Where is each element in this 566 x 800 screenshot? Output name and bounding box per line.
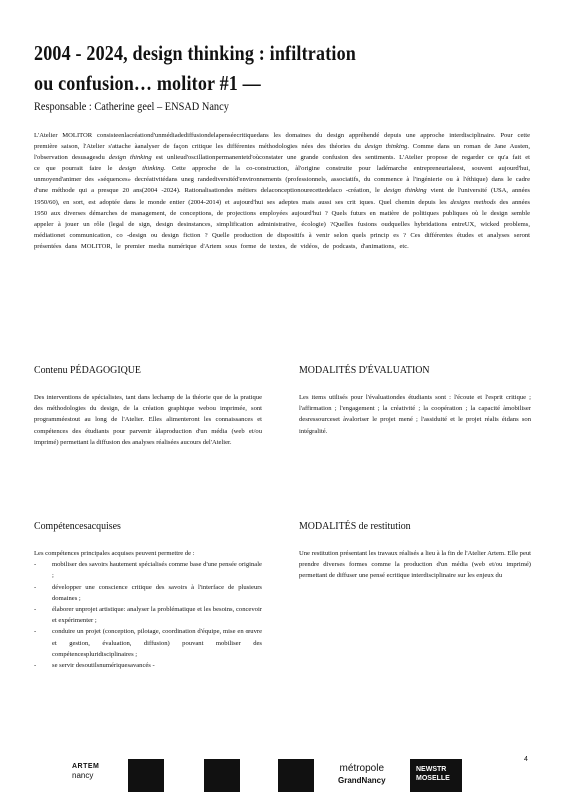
intro-text-6: des années 1950 aux diverses démarches de management, de conceptions, de projections employées aujourd'hui ? Quels futurs en matière de politiques publiques où le design semble appeler à jouer un rôle (legal de sign, design desinstances, simplification administrative, écologie) ?Quelles fusions oudquelles hybridations entreUX, wicked problems, médiationet communication, co -design ou design fiction ? Quelle production de dispositifs à venir selon quels princip es ? Ces différentes études et analyses seront présentées dans MOLITOR, le premier media numérique d'Artem sous forme de textes, de vidéos, de podcasts, d'animations, etc. (34, 198, 530, 250)
title-line-2: ou confusion… molitor #1 — (34, 71, 261, 95)
title-line-1: 2004 - 2024, design thinking : infiltration (34, 41, 356, 65)
intro-text-4: . Cette approche de la co-construction, àl'origine construite pour ladémarche entrepreneurialeest, souvent aujourd'hui, unmoyend'animer des «séquences» decréativitédans uneg randediversitéd'environnements (professionnels, associatifs, du commence à l'ingénierie ou à l'éthique) dans le cadre d'une méthode qui a presque 20 ans(2004 -2024). Rationalisationdes métiers delaconceptionourecettedelaco -création, le (34, 165, 530, 195)
competences-list (34, 559, 262, 671)
intro-text-2: . Comme dans un roman de Jane Austen, l'observation desusagesdu (34, 143, 531, 162)
competences-intro: Les compétences principales acquises peuvent permettre de : (34, 550, 195, 557)
footer-logos (0, 756, 566, 800)
artem-logo-line2: nancy (72, 771, 94, 780)
artem-logo-line1: ARTEM (72, 763, 100, 770)
restitution-text: Une restitution présentant les travaux réalisés a lieu à la fin de l'Atelier Artem. Elle peut prendre diverses formes comme la production d'un média (web et/ou imprimé) permettant de diffuser une pensé ecritique interdisciplinaire sur les enjeux du (299, 550, 531, 580)
competences-heading: Compétencesacquises (34, 520, 121, 532)
intro-italic-4: design thinking (383, 187, 427, 195)
artem-logo (72, 762, 99, 780)
restitution-heading: MODALITÉS de restitution (299, 520, 411, 532)
metropole-logo-line1: métropole (339, 763, 385, 774)
page-title (34, 38, 447, 98)
pedagogique-heading: Contenu PÉDAGOGIQUE (34, 364, 141, 376)
list-item: - mobiliser des savoirs hautement spécialisés comme base d'une pensée originale ; (34, 559, 262, 581)
pedagogique-text: Des interventions de spécialistes, tant dans lechamp de la théorie que de la pratique des méthodologies du design, de la création graphique webou imprimée, sont programméestout au long de l'Atelier. Elles alimenteront les connaissances et compétences des étudiants pour parvenir àlaproduction d'un média (web et/ou imprimé) permettant la diffusion des analyses réalisées aucours del'Atelier. (34, 394, 262, 446)
responsable-line: Responsable : Catherine geel – ENSAD Nancy (34, 101, 229, 113)
moselle-logo-line2: MOSELLE (416, 775, 450, 782)
list-item: - développer une conscience critique des savoirs à l'interface de plusieurs domaines ; (34, 582, 262, 604)
evaluation-heading: MODALITÉS D'ÉVALUATION (299, 364, 430, 376)
intro-italic-1: design thinking (364, 143, 408, 151)
page-number: 4 (524, 756, 528, 763)
intro-italic-5: designs methods (450, 198, 496, 206)
intro-text-1: L'Atelier MOLITOR consisteenlacréationd'unmédiadediffusiondelapenséecritiquedans les domaines du design appréhendé depuis une approche interdisciplinaire. Pour cette première saison, l'Atelier s'attache àanalyser de façon critique les différentes méthodologies nées des théories du (34, 132, 530, 151)
partner-logo-block (128, 759, 164, 792)
intro-text-5: vient de l'université (USA, années 1950/60), en sort, est adoptée dans le monde entier (2004-2014) et aujourd'hui ses adeptes mais aussi ses crit iques. Quel chemin depuis les (34, 187, 530, 206)
partner-logo-block (204, 759, 240, 792)
list-item: - conduire un projet (conception, pilotage, coordination d'équipe, mise en œuvre et gestion, évaluation, diffusion) pouvant mobiliser des compétencespluridisciplinaires ; (34, 626, 262, 660)
list-item: - se servir desoutilsnumériquesavancés - (34, 660, 262, 671)
intro-paragraph (34, 130, 530, 252)
metropole-logo (338, 763, 386, 787)
competences-block (34, 548, 262, 671)
intro-italic-3: design thinking (118, 165, 164, 173)
intro-italic-2: design thinking (108, 154, 152, 162)
intro-text-3: est unlieud'oscillationpermanentetd'oùconstater une grande confusion des sentiments. L'Atelier propose de regarder ce qu'a fait et ce que pourrait faire le (34, 154, 530, 173)
list-item: - élaborer unprojet artistique: analyser la problématique et les besoins, concevoir et expérimenter ; (34, 604, 262, 626)
partner-logo-block (278, 759, 314, 792)
evaluation-text: Les items utilisés pour l'évaluationdes étudiants sont : l'écoute et l'esprit critique ; l'affirmation ; l'engagement ; la créativité ; la coopération ; la capacité àmobiliser desressourceset àvaloriser le projet mené ; l'assiduité et le projet réalis éidans son intégralité. (299, 394, 531, 435)
moselle-logo (410, 759, 462, 792)
moselle-logo-line1: NEWSTR (416, 766, 447, 773)
metropole-logo-line2: GrandNancy (338, 776, 386, 785)
